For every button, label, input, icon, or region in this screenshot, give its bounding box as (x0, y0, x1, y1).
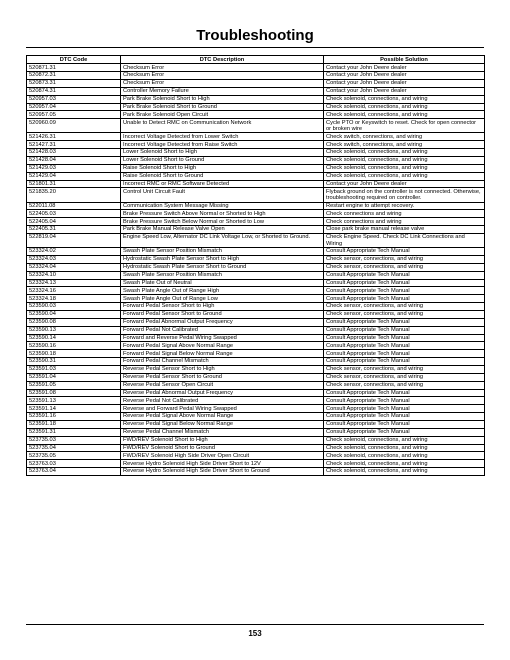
table-row (27, 271, 485, 279)
dtc-code-cell: 523324.13 (27, 279, 121, 287)
dtc-description-cell: Forward Pedal Signal Below Normal Range (121, 350, 324, 358)
dtc-description-cell: Forward Pedal Sensor Short to Ground (121, 310, 324, 318)
dtc-description-cell: Checksum Error (121, 79, 324, 87)
table-row (27, 156, 485, 164)
dtc-description-cell: Swash Plate Sensor Position Mismatch (121, 271, 324, 279)
possible-solution-cell: Contact your John Deere dealer (324, 180, 485, 188)
table-row (27, 295, 485, 303)
dtc-code-cell: 522405.03 (27, 210, 121, 218)
dtc-description-cell: Reverse Pedal Channel Mismatch (121, 428, 324, 436)
possible-solution-cell: Check sensor, connections, and wiring (324, 381, 485, 389)
dtc-description-cell: Park Brake Manual Release Valve Open (121, 226, 324, 234)
dtc-description-cell: Checksum Error (121, 64, 324, 72)
dtc-description-cell: Reverse and Forward Pedal Wiring Swapped (121, 405, 324, 413)
dtc-code-cell: 521428.04 (27, 156, 121, 164)
possible-solution-cell: Consult Appropriate Tech Manual (324, 389, 485, 397)
table-row (27, 373, 485, 381)
dtc-code-cell: 523735.04 (27, 444, 121, 452)
table-row (27, 119, 485, 133)
header-dtc-description: DTC Description (121, 56, 324, 64)
possible-solution-cell: Check solenoid, connections, and wiring (324, 95, 485, 103)
dtc-code-cell: 523591.13 (27, 397, 121, 405)
dtc-code-cell: 523324.04 (27, 263, 121, 271)
possible-solution-cell: Contact your John Deere dealer (324, 72, 485, 80)
dtc-description-cell: Hydrostatic Swash Plate Sensor Short to Ground (121, 263, 324, 271)
possible-solution-cell: Check solenoid, connections, and wiring (324, 149, 485, 157)
dtc-code-cell: 520957.03 (27, 95, 121, 103)
dtc-code-cell: 521801.31 (27, 180, 121, 188)
table-row (27, 326, 485, 334)
table-row (27, 342, 485, 350)
dtc-code-cell: 523591.18 (27, 421, 121, 429)
possible-solution-cell: Check solenoid, connections, and wiring (324, 156, 485, 164)
possible-solution-cell: Contact your John Deere dealer (324, 64, 485, 72)
table-row (27, 287, 485, 295)
possible-solution-cell: Check sensor, connections, and wiring (324, 263, 485, 271)
dtc-description-cell: Reverse Pedal Sensor Short to High (121, 366, 324, 374)
dtc-code-cell: 523591.16 (27, 413, 121, 421)
possible-solution-cell: Consult Appropriate Tech Manual (324, 342, 485, 350)
dtc-code-cell: 522011.08 (27, 202, 121, 210)
possible-solution-cell: Check sensor, connections, and wiring (324, 310, 485, 318)
possible-solution-cell: Check solenoid, connections, and wiring (324, 103, 485, 111)
dtc-code-cell: 523590.04 (27, 310, 121, 318)
possible-solution-cell: Consult Appropriate Tech Manual (324, 350, 485, 358)
possible-solution-cell: Consult Appropriate Tech Manual (324, 334, 485, 342)
table-row (27, 381, 485, 389)
possible-solution-cell: Check solenoid, connections, and wiring (324, 164, 485, 172)
dtc-description-cell: Control Unit Circuit Fault (121, 188, 324, 202)
possible-solution-cell: Check connections and wiring (324, 210, 485, 218)
table-row (27, 428, 485, 436)
possible-solution-cell: Check solenoid, connections, and wiring (324, 436, 485, 444)
table-row (27, 413, 485, 421)
dtc-code-cell: 520957.05 (27, 111, 121, 119)
table-row (27, 149, 485, 157)
possible-solution-cell: Consult Appropriate Tech Manual (324, 295, 485, 303)
possible-solution-cell: Check solenoid, connections, and wiring (324, 468, 485, 476)
dtc-code-cell: 523735.05 (27, 452, 121, 460)
table-row (27, 103, 485, 111)
table-row (27, 87, 485, 95)
dtc-code-cell: 523324.18 (27, 295, 121, 303)
possible-solution-cell: Check switch, connections, and wiring (324, 133, 485, 141)
dtc-code-cell: 520874.31 (27, 87, 121, 95)
table-row (27, 334, 485, 342)
dtc-description-cell: Communication System Message Missing (121, 202, 324, 210)
possible-solution-cell: Check sensor, connections, and wiring (324, 373, 485, 381)
dtc-code-cell: 523324.02 (27, 248, 121, 256)
dtc-code-cell: 523324.16 (27, 287, 121, 295)
dtc-table (26, 55, 485, 476)
dtc-code-cell: 520872.31 (27, 72, 121, 80)
dtc-description-cell: Raise Solenoid Short to Ground (121, 172, 324, 180)
dtc-code-cell: 523591.05 (27, 381, 121, 389)
possible-solution-cell: Consult Appropriate Tech Manual (324, 287, 485, 295)
dtc-description-cell: Checksum Error (121, 72, 324, 80)
dtc-description-cell: Swash Plate Angle Out of Range High (121, 287, 324, 295)
header-dtc-code: DTC Code (27, 56, 121, 64)
table-row (27, 141, 485, 149)
table-row (27, 133, 485, 141)
possible-solution-cell: Close park brake manual release valve (324, 226, 485, 234)
table-row (27, 366, 485, 374)
page-title: Troubleshooting (196, 27, 314, 44)
dtc-code-cell: 523590.13 (27, 326, 121, 334)
dtc-code-cell: 523591.31 (27, 428, 121, 436)
possible-solution-cell: Consult Appropriate Tech Manual (324, 326, 485, 334)
possible-solution-cell: Consult Appropriate Tech Manual (324, 413, 485, 421)
table-row (27, 64, 485, 72)
table-row (27, 202, 485, 210)
dtc-description-cell: Park Brake Solenoid Short to High (121, 95, 324, 103)
table-row (27, 436, 485, 444)
table-row (27, 180, 485, 188)
dtc-code-cell: 521429.03 (27, 164, 121, 172)
table-row (27, 95, 485, 103)
possible-solution-cell: Check sensor, connections, and wiring (324, 303, 485, 311)
table-row (27, 164, 485, 172)
table-header-row (27, 56, 485, 64)
dtc-description-cell: FWD/REV Solenoid High Side Driver Open Circuit (121, 452, 324, 460)
table-row (27, 421, 485, 429)
dtc-description-cell: Park Brake Solenoid Short to Ground (121, 103, 324, 111)
dtc-code-cell: 522405.04 (27, 218, 121, 226)
dtc-code-cell: 523590.08 (27, 318, 121, 326)
dtc-code-cell: 523324.10 (27, 271, 121, 279)
table-row (27, 468, 485, 476)
possible-solution-cell: Consult Appropriate Tech Manual (324, 248, 485, 256)
dtc-code-cell: 521427.31 (27, 141, 121, 149)
dtc-code-cell: 521428.03 (27, 149, 121, 157)
dtc-code-cell: 521429.04 (27, 172, 121, 180)
possible-solution-cell: Check connections and wiring (324, 218, 485, 226)
dtc-description-cell: Reverse Pedal Signal Above Normal Range (121, 413, 324, 421)
dtc-description-cell: Unable to Detect RMC on Communication Network (121, 119, 324, 133)
dtc-description-cell: Reverse Pedal Not Calibrated (121, 397, 324, 405)
dtc-description-cell: Swash Plate Out of Neutral (121, 279, 324, 287)
dtc-description-cell: Hydrostatic Swash Plate Sensor Short to High (121, 255, 324, 263)
table-row (27, 279, 485, 287)
table-row (27, 350, 485, 358)
dtc-code-cell: 522405.31 (27, 226, 121, 234)
dtc-description-cell: Swash Plate Angle Out of Range Low (121, 295, 324, 303)
table-row (27, 397, 485, 405)
dtc-code-cell: 520873.31 (27, 79, 121, 87)
possible-solution-cell: Check sensor, connections, and wiring (324, 366, 485, 374)
dtc-code-cell: 523591.04 (27, 373, 121, 381)
possible-solution-cell: Cycle PTO or Keyswitch to reset. Check for open connector or broken wire (324, 119, 485, 133)
table-row (27, 318, 485, 326)
possible-solution-cell: Consult Appropriate Tech Manual (324, 421, 485, 429)
table-row (27, 444, 485, 452)
possible-solution-cell: Check solenoid, connections, and wiring (324, 111, 485, 119)
dtc-description-cell: Incorrect Voltage Detected from Raise Switch (121, 141, 324, 149)
dtc-code-cell: 520871.31 (27, 64, 121, 72)
dtc-code-cell: 523324.03 (27, 255, 121, 263)
table-row (27, 255, 485, 263)
possible-solution-cell: Contact your John Deere dealer (324, 79, 485, 87)
possible-solution-cell: Consult Appropriate Tech Manual (324, 271, 485, 279)
dtc-description-cell: Controller Memory Failure (121, 87, 324, 95)
dtc-code-cell: 520960.09 (27, 119, 121, 133)
table-row (27, 210, 485, 218)
table-row (27, 111, 485, 119)
possible-solution-cell: Consult Appropriate Tech Manual (324, 279, 485, 287)
dtc-code-cell: 521835.20 (27, 188, 121, 202)
table-row (27, 303, 485, 311)
dtc-description-cell: Brake Pressure Switch Below Normal or Shorted to Low (121, 218, 324, 226)
dtc-code-cell: 523763.04 (27, 468, 121, 476)
table-row (27, 310, 485, 318)
dtc-code-cell: 523591.03 (27, 366, 121, 374)
table-body (27, 64, 485, 476)
dtc-description-cell: Forward Pedal Signal Above Normal Range (121, 342, 324, 350)
dtc-description-cell: Forward Pedal Not Calibrated (121, 326, 324, 334)
possible-solution-cell: Flyback ground on the controller is not connected. Otherwise, troubleshooting required on controller. (324, 188, 485, 202)
table-row (27, 218, 485, 226)
dtc-description-cell: FWD/REV Solenoid Short to Ground (121, 444, 324, 452)
dtc-description-cell: Reverse Hydro Solenoid High Side Driver Short to Ground (121, 468, 324, 476)
footer-divider (26, 624, 484, 625)
page-number: 153 (248, 629, 262, 638)
table-row (27, 263, 485, 271)
dtc-description-cell: Forward Pedal Channel Mismatch (121, 358, 324, 366)
dtc-code-cell: 520957.04 (27, 103, 121, 111)
possible-solution-cell: Consult Appropriate Tech Manual (324, 397, 485, 405)
dtc-description-cell: Reverse Hydro Solenoid High Side Driver Short to 12V (121, 460, 324, 468)
possible-solution-cell: Restart engine to attempt recovery. (324, 202, 485, 210)
dtc-code-cell: 523590.31 (27, 358, 121, 366)
possible-solution-cell: Check solenoid, connections, and wiring (324, 172, 485, 180)
dtc-description-cell: Lower Solenoid Short to High (121, 149, 324, 157)
table-row (27, 233, 485, 247)
dtc-description-cell: Forward Pedal Sensor Short to High (121, 303, 324, 311)
dtc-description-cell: Forward and Reverse Pedal Wiring Swapped (121, 334, 324, 342)
table-row (27, 248, 485, 256)
dtc-description-cell: FWD/REV Solenoid Short to High (121, 436, 324, 444)
dtc-code-cell: 523590.03 (27, 303, 121, 311)
possible-solution-cell: Consult Appropriate Tech Manual (324, 318, 485, 326)
dtc-code-cell: 523735.03 (27, 436, 121, 444)
dtc-code-cell: 521426.31 (27, 133, 121, 141)
possible-solution-cell: Check sensor, connections, and wiring (324, 255, 485, 263)
possible-solution-cell: Check solenoid, connections, and wiring (324, 460, 485, 468)
possible-solution-cell: Check Engine Speed. Check DC Link Connections and Wiring (324, 233, 485, 247)
dtc-code-cell: 523590.16 (27, 342, 121, 350)
possible-solution-cell: Check solenoid, connections, and wiring (324, 452, 485, 460)
possible-solution-cell: Consult Appropriate Tech Manual (324, 405, 485, 413)
dtc-code-cell: 523591.14 (27, 405, 121, 413)
table-row (27, 452, 485, 460)
possible-solution-cell: Consult Appropriate Tech Manual (324, 358, 485, 366)
possible-solution-cell: Contact your John Deere dealer (324, 87, 485, 95)
dtc-description-cell: Engine Speed Low, Alternator DC Link Voltage Low, or Shorted to Ground. (121, 233, 324, 247)
dtc-code-cell: 523590.14 (27, 334, 121, 342)
dtc-description-cell: Incorrect Voltage Detected from Lower Switch (121, 133, 324, 141)
header-possible-solution: Possible Solution (324, 56, 485, 64)
dtc-code-cell: 523591.08 (27, 389, 121, 397)
title-divider (26, 47, 484, 48)
dtc-description-cell: Brake Pressure Switch Above Normal or Shorted to High (121, 210, 324, 218)
possible-solution-cell: Consult Appropriate Tech Manual (324, 428, 485, 436)
dtc-description-cell: Reverse Pedal Abnormal Output Frequency (121, 389, 324, 397)
table-row (27, 389, 485, 397)
table-row (27, 405, 485, 413)
dtc-code-cell: 523763.03 (27, 460, 121, 468)
dtc-description-cell: Reverse Pedal Sensor Open Circuit (121, 381, 324, 389)
dtc-code-cell: 522819.04 (27, 233, 121, 247)
table-row (27, 358, 485, 366)
table-row (27, 226, 485, 234)
dtc-description-cell: Reverse Pedal Signal Below Normal Range (121, 421, 324, 429)
table-row (27, 188, 485, 202)
dtc-code-cell: 523590.18 (27, 350, 121, 358)
dtc-description-cell: Lower Solenoid Short to Ground (121, 156, 324, 164)
dtc-description-cell: Forward Pedal Abnormal Output Frequency (121, 318, 324, 326)
table-row (27, 460, 485, 468)
table-row (27, 172, 485, 180)
possible-solution-cell: Check solenoid, connections, and wiring (324, 444, 485, 452)
dtc-description-cell: Park Brake Solenoid Open Circuit (121, 111, 324, 119)
dtc-description-cell: Incorrect RMC or RMC Software Detected (121, 180, 324, 188)
possible-solution-cell: Check switch, connections, and wiring (324, 141, 485, 149)
dtc-description-cell: Reverse Pedal Sensor Short to Ground (121, 373, 324, 381)
table-row (27, 72, 485, 80)
dtc-description-cell: Raise Solenoid Short to High (121, 164, 324, 172)
dtc-description-cell: Swash Plate Sensor Position Mismatch (121, 248, 324, 256)
table-row (27, 79, 485, 87)
